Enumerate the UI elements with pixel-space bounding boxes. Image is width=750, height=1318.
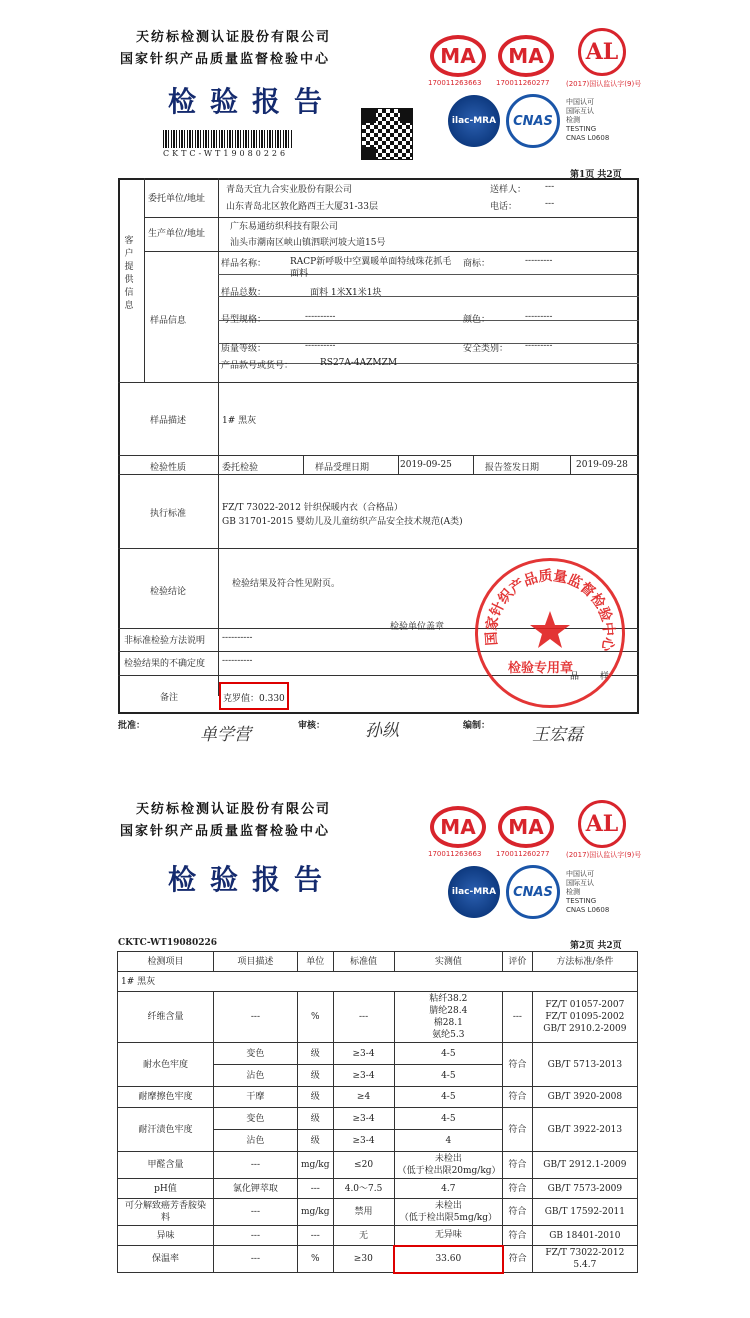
header-cell: 单位 xyxy=(297,952,333,972)
std-cell: ≥4 xyxy=(333,1087,394,1108)
desc-cell: 变色 xyxy=(213,1043,297,1065)
center-name-p2: 国家针织产品质量监督检验中心 xyxy=(120,824,331,839)
conclusion-label: 检验结论 xyxy=(150,587,187,597)
phone-value: --- xyxy=(545,199,555,209)
results-table xyxy=(117,951,638,1274)
std-cell: ≥3-4 xyxy=(333,1130,394,1152)
std-cell: 4.0～7.5 xyxy=(333,1179,394,1199)
eval-cell: 符合 xyxy=(503,1152,533,1179)
trademark-label: 商标： xyxy=(463,259,491,269)
cma-logo-icon: MA xyxy=(430,806,486,848)
method-cell: GB/T 7573-2009 xyxy=(532,1179,637,1199)
org-name-p2: 天纺标检测认证股份有限公司 xyxy=(136,802,332,817)
stamp-ring-text: 国家针织产品质量监督检验中心 xyxy=(483,568,617,653)
unit-cell: 级 xyxy=(297,1130,333,1152)
value-cell: 4 xyxy=(394,1130,503,1152)
stamp-center-text: 检验专用章 xyxy=(508,661,574,676)
remark-label: 备注 xyxy=(160,693,179,703)
approve-signature: 单学营 xyxy=(200,725,251,745)
table-row xyxy=(118,1043,638,1065)
desc-cell: 干摩 xyxy=(213,1087,297,1108)
method-line: GB/T 2910.2-2009 xyxy=(543,1024,627,1034)
unit-cell: 级 xyxy=(297,1043,333,1065)
unit-cell: mg/kg xyxy=(297,1199,333,1226)
unit-cell: 级 xyxy=(297,1087,333,1108)
item-fiber: 纤维含量 xyxy=(118,992,214,1043)
value-line: 未检出 xyxy=(434,1154,462,1164)
unit-cell: 级 xyxy=(297,1108,333,1130)
desc-label: 样品描述 xyxy=(150,416,187,426)
eval-cell: 符合 xyxy=(503,1087,533,1108)
std-cell: 禁用 xyxy=(333,1199,394,1226)
desc-cell: 氯化钾萃取 xyxy=(213,1179,297,1199)
recv-date: 2019-09-25 xyxy=(400,460,452,470)
table-row xyxy=(118,1246,638,1273)
stamp-side-2: 品 xyxy=(570,672,580,682)
value-cell xyxy=(394,1152,503,1179)
unit-cell: --- xyxy=(297,1179,333,1199)
nature-value: 委托检验 xyxy=(222,463,259,473)
sample-info-label: 样品信息 xyxy=(150,316,187,326)
standard-line-1: FZ/T 73022-2012 针织保暖内衣（合格品） xyxy=(222,503,403,513)
desc-cell: 沾色 xyxy=(213,1065,297,1087)
grade-value: ---------- xyxy=(305,341,336,351)
qr-code-icon xyxy=(361,108,413,160)
std-cell: ≥30 xyxy=(333,1246,394,1273)
unit-cell: mg/kg xyxy=(297,1152,333,1179)
header-cell: 方法标准/条件 xyxy=(532,952,637,972)
client-address: 山东青岛北区敦化路西王大厦31-33层 xyxy=(226,202,378,212)
sender-label: 送样人： xyxy=(490,185,527,195)
producer-name: 广东易通纺织科技有限公司 xyxy=(230,222,339,232)
method-cell xyxy=(532,992,637,1043)
desc-value: 1# 黑灰 xyxy=(222,416,257,426)
product-no-label: 产品款号或货号： xyxy=(221,361,294,371)
method-cell: GB/T 5713-2013 xyxy=(532,1043,637,1087)
table-row xyxy=(118,1108,638,1130)
sample-qty: 面料 1米X1米1块 xyxy=(310,288,382,298)
item-azo: 可分解致癌芳香胺染料 xyxy=(118,1199,214,1226)
fiber-value: 氨纶5.3 xyxy=(432,1030,465,1040)
standard-line-2: GB 31701-2015 婴幼儿及儿童纺织产品安全技术规范(A类) xyxy=(222,517,463,527)
issue-date-label: 报告签发日期 xyxy=(485,463,540,473)
eval-cell: 符合 xyxy=(503,1179,533,1199)
report-number-p2: CKTC-WT19080226 xyxy=(118,938,217,948)
cnas-caption: 中国认可 国际互认 检测 TESTING CNAS L0608 xyxy=(566,98,610,142)
unit-cell: % xyxy=(297,992,333,1043)
value-line: 未检出 xyxy=(434,1201,462,1211)
desc-cell: --- xyxy=(213,1226,297,1246)
remark-value: 克罗值：0.330 xyxy=(219,682,289,710)
method-line: 5.4.7 xyxy=(573,1260,597,1270)
value-cell: 4-5 xyxy=(394,1065,503,1087)
nonstd-label: 非标准检验方法说明 xyxy=(124,636,206,646)
eval-cell: 符合 xyxy=(503,1226,533,1246)
value-cell: 无异味 xyxy=(394,1226,503,1246)
ilac-mra-logo-icon: ilac-MRA xyxy=(448,95,500,147)
table-row xyxy=(118,1226,638,1246)
value-cell: 4-5 xyxy=(394,1087,503,1108)
sample-qty-label: 样品总数： xyxy=(221,288,267,298)
report-title-p2: 检验报告 xyxy=(168,863,337,896)
eval-cell: 符合 xyxy=(503,1108,533,1152)
table-row xyxy=(118,972,638,992)
method-cell: GB 18401-2010 xyxy=(532,1226,637,1246)
safety-value: --------- xyxy=(525,341,553,351)
desc-cell: --- xyxy=(213,1199,297,1226)
desc-cell: 沾色 xyxy=(213,1130,297,1152)
unit-cell: % xyxy=(297,1246,333,1273)
seal-caption: 检验单位盖章 xyxy=(390,622,445,632)
eval-cell: 符合 xyxy=(503,1043,533,1087)
approve-label: 批准： xyxy=(118,721,146,731)
client-label: 委托单位/地址 xyxy=(148,194,206,204)
table-row xyxy=(118,1087,638,1108)
recv-date-label: 样品受理日期 xyxy=(315,463,370,473)
product-no: RS27A-4AZMZM xyxy=(320,358,398,368)
trademark-value: --------- xyxy=(525,256,553,266)
std-cell: 无 xyxy=(333,1226,394,1246)
table-header-row xyxy=(118,952,638,972)
stamp-side: 样 xyxy=(600,672,610,682)
compile-label: 编制： xyxy=(463,721,491,731)
cma-number-2-p2: 170011260277 xyxy=(496,850,550,858)
cma-logo-icon: MA xyxy=(498,35,554,77)
safety-label: 安全类别： xyxy=(463,344,509,354)
cal-caption-p2: (2017)国认监认字(9)号 xyxy=(566,851,642,859)
sample-name: RACP新呼吸中空翼暖单面特绒珠花抓毛面料 xyxy=(290,257,452,279)
unit-cell: --- xyxy=(297,1226,333,1246)
grade-label: 质量等级： xyxy=(221,344,267,354)
eval-cell: 符合 xyxy=(503,1246,533,1273)
center-name: 国家针织产品质量监督检验中心 xyxy=(120,52,331,67)
color-value: --------- xyxy=(525,312,553,322)
issue-date: 2019-09-28 xyxy=(576,460,628,470)
unit-cell: 级 xyxy=(297,1065,333,1087)
value-note: （低于检出限20mg/kg） xyxy=(397,1166,501,1176)
conclusion-value: 检验结果及符合性见附页。 xyxy=(232,579,341,589)
std-cell: ≥3-4 xyxy=(333,1043,394,1065)
cal-logo-icon: AL xyxy=(578,28,626,76)
table-row xyxy=(118,992,638,1043)
item-odor: 异味 xyxy=(118,1226,214,1246)
review-signature: 孙纵 xyxy=(365,721,399,741)
method-line: FZ/T 73022-2012 xyxy=(545,1248,625,1258)
std-cell: ≥3-4 xyxy=(333,1108,394,1130)
cma-logo-icon: MA xyxy=(430,35,486,77)
phone-label: 电话： xyxy=(490,202,518,212)
value-cell: 4-5 xyxy=(394,1043,503,1065)
cal-caption: (2017)国认监认字(9)号 xyxy=(566,80,642,88)
ilac-mra-logo-icon: ilac-MRA xyxy=(448,866,500,918)
method-cell: GB/T 3920-2008 xyxy=(532,1087,637,1108)
header-cell: 项目描述 xyxy=(213,952,297,972)
item-sweat: 耐汗渍色牢度 xyxy=(118,1108,214,1152)
desc-cell: --- xyxy=(213,992,297,1043)
sample-row: 1# 黑灰 xyxy=(118,972,638,992)
report-title: 检验报告 xyxy=(168,85,337,118)
svg-text:国家针织产品质量监督检验中心 xyxy=(483,567,618,654)
nature-label: 检验性质 xyxy=(150,463,187,473)
cnas-caption-p2: 中国认可 国际互认 检测 TESTING CNAS L0608 xyxy=(566,870,610,914)
header-cell: 标准值 xyxy=(333,952,394,972)
value-cell xyxy=(394,992,503,1043)
cnas-logo-icon: CNAS xyxy=(506,94,560,148)
warmth-value-highlighted: 33.60 xyxy=(394,1246,503,1273)
value-note: （低于检出限5mg/kg） xyxy=(399,1213,497,1223)
value-cell: 4.7 xyxy=(394,1179,503,1199)
eval-cell: --- xyxy=(503,992,533,1043)
desc-cell: --- xyxy=(213,1246,297,1273)
nonstd-value: ---------- xyxy=(222,633,253,643)
producer-address: 汕头市潮南区峡山镇泗联河坡大道15号 xyxy=(230,238,386,248)
value-cell: 4-5 xyxy=(394,1108,503,1130)
sample-name-label: 样品名称： xyxy=(221,259,267,269)
std-cell: ≤20 xyxy=(333,1152,394,1179)
method-cell: GB/T 2912.1-2009 xyxy=(532,1152,637,1179)
method-line: FZ/T 01057-2007 xyxy=(545,1000,625,1010)
customer-info-label: 客户提供信息 xyxy=(124,236,134,311)
color-label: 颜色： xyxy=(463,315,491,325)
method-cell: GB/T 3922-2013 xyxy=(532,1108,637,1152)
std-cell: ≥3-4 xyxy=(333,1065,394,1087)
fiber-value: 腈纶28.4 xyxy=(429,1006,468,1016)
cnas-logo-icon: CNAS xyxy=(506,865,560,919)
uncert-label: 检验结果的不确定度 xyxy=(124,659,206,669)
barcode xyxy=(163,130,293,148)
table-row xyxy=(118,1199,638,1226)
desc-cell: --- xyxy=(213,1152,297,1179)
compile-signature: 王宏磊 xyxy=(532,725,583,745)
item-ph: pH值 xyxy=(118,1179,214,1199)
fiber-value: 粘纤38.2 xyxy=(429,994,468,1004)
item-water: 耐水色牢度 xyxy=(118,1043,214,1087)
uncert-value: ---------- xyxy=(222,656,253,666)
std-cell: --- xyxy=(333,992,394,1043)
header-cell: 检测项目 xyxy=(118,952,214,972)
header-cell: 评价 xyxy=(503,952,533,972)
cma-logo-icon: MA xyxy=(498,806,554,848)
fiber-value: 棉28.1 xyxy=(433,1018,463,1028)
cal-logo-icon: AL xyxy=(578,800,626,848)
review-label: 审核： xyxy=(298,721,326,731)
sender-value: --- xyxy=(545,182,555,192)
method-cell: GB/T 17592-2011 xyxy=(532,1199,637,1226)
method-cell xyxy=(532,1246,637,1273)
header-cell: 实测值 xyxy=(394,952,503,972)
model-label: 号型规格： xyxy=(221,315,267,325)
eval-cell: 符合 xyxy=(503,1199,533,1226)
client-name: 青岛天宜九合实业股份有限公司 xyxy=(226,185,353,195)
report-number: CKTC-WT19080226 xyxy=(163,149,289,158)
table-row xyxy=(118,1152,638,1179)
standard-label: 执行标准 xyxy=(150,509,187,519)
page-indicator: 第1页 共2页 xyxy=(570,170,622,180)
item-formaldehyde: 甲醛含量 xyxy=(118,1152,214,1179)
cma-number-2: 170011260277 xyxy=(496,79,550,87)
cma-number-1-p2: 170011263663 xyxy=(428,850,482,858)
item-warmth: 保温率 xyxy=(118,1246,214,1273)
item-rub: 耐摩擦色牢度 xyxy=(118,1087,214,1108)
org-name: 天纺标检测认证股份有限公司 xyxy=(136,30,332,45)
page-indicator-p2: 第2页 共2页 xyxy=(570,941,622,951)
inspection-seal-icon xyxy=(475,558,625,708)
value-cell xyxy=(394,1199,503,1226)
model-value: ---------- xyxy=(305,312,336,322)
method-line: FZ/T 01095-2002 xyxy=(545,1012,625,1022)
producer-label: 生产单位/地址 xyxy=(148,229,206,239)
cma-number-1: 170011263663 xyxy=(428,79,482,87)
desc-cell: 变色 xyxy=(213,1108,297,1130)
table-row xyxy=(118,1179,638,1199)
